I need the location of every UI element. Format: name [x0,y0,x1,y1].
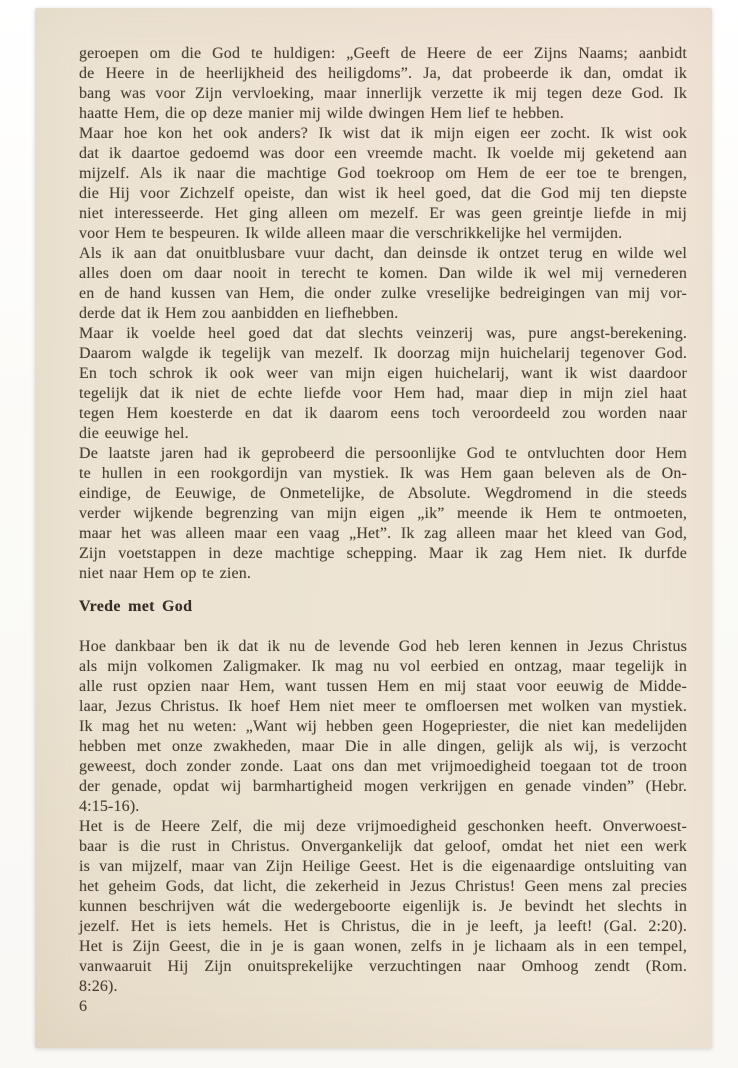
text-line: verder wijkende begrenzing van mijn eigen „ik” meende ik Hem te ontmoeten, [79,505,687,522]
text-line: als mijn volkomen Zaligmaker. Ik mag nu vol eerbied en ontzag, maar tegelijk in [79,658,687,675]
text-line: hebben met onze zwakheden, maar Die in alle dingen, gelijk als wij, is verzocht [79,738,687,755]
text-line: geweest, doch zonder zonde. Laat ons dan met vrijmoedigheid toegaan tot de troon [79,758,687,775]
text-line: Het is de Heere Zelf, die mij deze vrijmoedigheid geschonken heeft. Onverwoest- [79,818,687,835]
paragraph [79,444,687,584]
text-line: Het is Zijn Geest, die in je is gaan wonen, zelfs in je lichaam als in een tempel, [79,938,687,955]
text-line: niet naar Hem op te zien. [79,565,252,582]
text-line: baar is die rust in Christus. Onvergankelijk dat geloof, omdat het niet een werk [79,838,687,855]
text-line: tegen Hem koesterde en dat ik daarom eens toch veroordeeld zou worden naar [79,405,687,422]
text-blocks [79,44,687,997]
paragraph [79,124,687,244]
text-line: Hoe dankbaar ben ik dat ik nu de levende God heb leren kennen in Jezus Christus [79,638,687,655]
text-line: 4:15-16). [79,798,140,815]
page-number: 6 [79,998,88,1015]
text-line: alle rust opzien naar Hem, want tussen Hem en mij staat voor eeuwig de Midde- [79,678,687,695]
text-line: bang was voor Zijn vervloeking, maar innerlijk verzette ik mij tegen deze God. Ik [79,85,687,102]
text-line: die Hij voor Zichzelf opeiste, dan wist ik heel goed, dat die God mij ten diepste [79,185,687,202]
paragraph [79,817,687,997]
paragraph [79,244,687,324]
text-line: Als ik aan dat onuitblusbare vuur dacht, dan deinsde ik ontzet terug en wilde wel [79,245,687,262]
text-line: Maar ik voelde heel goed dat dat slechts veinzerij was, pure angst-berekening. [79,325,687,342]
text-line: Maar hoe kon het ook anders? Ik wist dat ik mijn eigen eer zocht. Ik wist ook [79,125,687,142]
paragraph [79,637,687,817]
text-line: De laatste jaren had ik geprobeerd die persoonlijke God te ontvluchten door Hem [79,445,687,462]
section-heading: Vrede met God [79,598,193,615]
text-line: dat ik daartoe gedoemd was door een vreemde macht. Ik voelde mij geketend aan [79,145,687,162]
text-line: niet interesseerde. Het ging alleen om mezelf. Er was geen greintje liefde in mij [79,205,687,222]
paragraph [79,324,687,444]
text-line: Daarom walgde ik tegelijk van mezelf. Ik doorzag mijn huichelarij tegenover God. [79,345,687,362]
text-line: tegelijk dat ik niet de echte liefde voor Hem had, maar diep in mijn ziel haat [79,385,687,402]
text-line: kunnen beschrijven wát die wedergeboorte eigenlijk is. Je bevindt het slechts in [79,898,687,915]
text-line: is van mijzelf, maar van Zijn Heilige Geest. Het is die eigenaardige ontsluiting van [79,858,687,875]
text-line: eindige, de Eeuwige, de Onmetelijke, de Absolute. Wegdromend in die steeds [79,485,687,502]
text-line: alles doen om daar nooit in terecht te komen. Dan wilde ik wel mij vernederen [79,265,687,282]
text-line: Ik mag het nu weten: „Want wij hebben geen Hogepriester, die niet kan medelijden [79,718,687,735]
text-line: mijzelf. Als ik naar die machtige God toekroop om Hem de eer toe te brengen, [79,165,687,182]
text-line: te hullen in een rookgordijn van mystiek. Ik was Hem gaan beleven als de On- [79,465,687,482]
text-line: de Heere in de heerlijkheid des heiligdoms”. Ja, dat probeerde ik dan, omdat ik [79,65,687,82]
text-line: laar, Jezus Christus. Ik hoef Hem niet meer te omfloersen met wolken van mystiek. [79,698,687,715]
book-page [35,8,712,1048]
text-line: jezelf. Het is iets hemels. Het is Christus, die in je leeft, ja leeft! (Gal. 2:20). [79,918,687,935]
text-line: 8:26). [79,978,118,995]
text-line: Zijn voetstappen in deze machtige schepping. Maar ik zag Hem niet. Ik durfde [79,545,687,562]
text-line: die eeuwige hel. [79,425,189,442]
text-line: der genade, opdat wij barmhartigheid mogen verkrijgen en genade vinden” (Hebr. [79,778,687,795]
text-line: haatte Hem, die op deze manier mij wilde dwingen Hem lief te hebben. [79,105,564,122]
text-line: En toch schrok ik ook weer van mijn eigen huichelarij, want ik wist daardoor [79,365,687,382]
text-line: geroepen om die God te huldigen: „Geeft de Heere de eer Zijns Naams; aanbidt [79,45,687,62]
paragraph [79,44,687,124]
text-line: en de hand kussen van Hem, die onder zulke vreselijke bedreigingen van mij vor- [79,285,687,302]
text-line: derde dat ik Hem zou aanbidden en liefhebben. [79,305,399,322]
text-line: voor Hem te bespeuren. Ik wilde alleen maar die verschrikkelijke hel vermijden. [79,225,623,242]
text-line: vanwaaruit Hij Zijn onuitsprekelijke verzuchtingen naar Omhoog zendt (Rom. [79,958,687,975]
text-line: het geheim Gods, dat licht, die zekerheid in Jezus Christus! Geen mens zal precies [79,878,687,895]
text-line: maar het was alleen maar een vaag „Het”. Ik zag alleen maar het kleed van God, [79,525,687,542]
text-column [79,44,687,1017]
